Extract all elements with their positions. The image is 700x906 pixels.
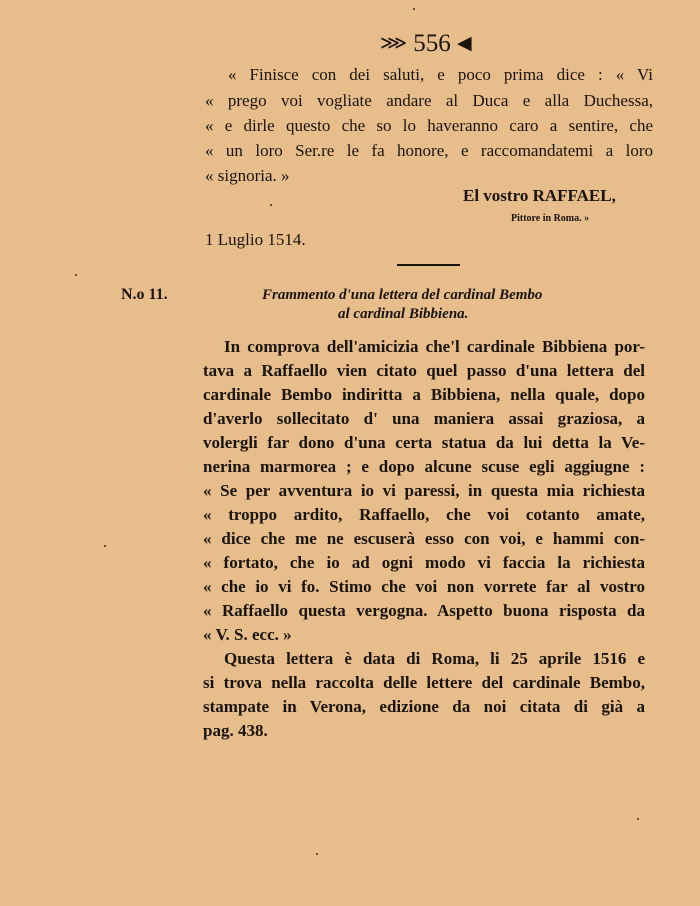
signature-title: Pittore in Roma. »: [511, 213, 590, 224]
quote-line-3: « e dirle questo che so lo haveranno caro a sentire, che: [205, 116, 653, 135]
paper-speck: [637, 818, 639, 820]
quote-line: [205, 138, 653, 164]
paper-speck: [104, 545, 106, 547]
body-line: nerina marmorea ; e dopo alcune scuse egli aggiugne :: [203, 457, 645, 476]
section-heading-line-2: al cardinal Bibbiena.: [338, 306, 469, 322]
page-number: [380, 30, 472, 58]
body-line: d'averlo sollecitato d' una maniera assai graziosa, a: [203, 409, 645, 428]
body-paragraph: [203, 335, 645, 743]
quote-line-4: « un loro Ser.re le fa honore, e raccomandatemi a loro: [205, 141, 653, 160]
paper-speck: [270, 204, 272, 206]
paper-speck: [316, 853, 318, 855]
quote-line: [205, 113, 653, 139]
paper-speck: [413, 8, 415, 10]
body-line: In comprova dell'amicizia che'l cardinale Bibbiena por-: [224, 337, 645, 356]
date-line: 1 Luglio 1514.: [205, 230, 306, 249]
body-line: tava a Raffaello vien citato quel passo d'una lettera del: [203, 361, 645, 380]
quote-line-5: « signoria. »: [205, 166, 290, 185]
body-line: cardinale Bembo indiritta a Bibbiena, nella quale, dopo: [203, 385, 645, 404]
page-number-text: 556: [413, 30, 451, 57]
ornament-left-icon: ⋙: [380, 33, 408, 54]
ornament-right-icon: ◀: [457, 33, 472, 54]
body-line: « che io vi fo. Stimo che voi non vorrete far al vostro: [203, 577, 645, 596]
paper-speck: [75, 274, 77, 276]
body-line: « Se per avventura io vi paressi, in questa mia richiesta: [203, 481, 645, 500]
body-line: stampate in Verona, edizione da noi citata di già a: [203, 697, 645, 716]
quote-line-1: « Finisce con dei saluti, e poco prima dice : « Vi: [228, 65, 653, 84]
body-line: si trova nella raccolta delle lettere del cardinale Bembo,: [203, 673, 645, 692]
body-line: Questa lettera è data di Roma, li 25 aprile 1516 e: [224, 649, 645, 668]
body-line: « Raffaello questa vergogna. Aspetto buona risposta da: [203, 601, 645, 620]
quote-line-2: « prego voi vogliate andare al Duca e alla Duchessa,: [205, 91, 653, 110]
section-divider: [397, 264, 460, 266]
body-line: « troppo ardito, Raffaello, che voi cotanto amate,: [203, 505, 645, 524]
quote-line: [228, 62, 653, 88]
body-line: « fortato, che io ad ogni modo vi faccia la richiesta: [203, 553, 645, 572]
section-number: N.o 11.: [121, 286, 168, 303]
body-line: volergli far dono d'una certa statua da lui detta la Ve-: [203, 433, 645, 452]
body-line: « dice che me ne escuserà esso con voi, e hammi con-: [203, 529, 645, 548]
quote-line: [205, 88, 653, 114]
section-heading-line-1: Frammento d'una lettera del cardinal Bembo: [262, 287, 543, 303]
body-line: pag. 438.: [203, 721, 268, 740]
body-line: « V. S. ecc. »: [203, 625, 292, 644]
signature: El vostro RAFFAEL,: [463, 186, 616, 205]
